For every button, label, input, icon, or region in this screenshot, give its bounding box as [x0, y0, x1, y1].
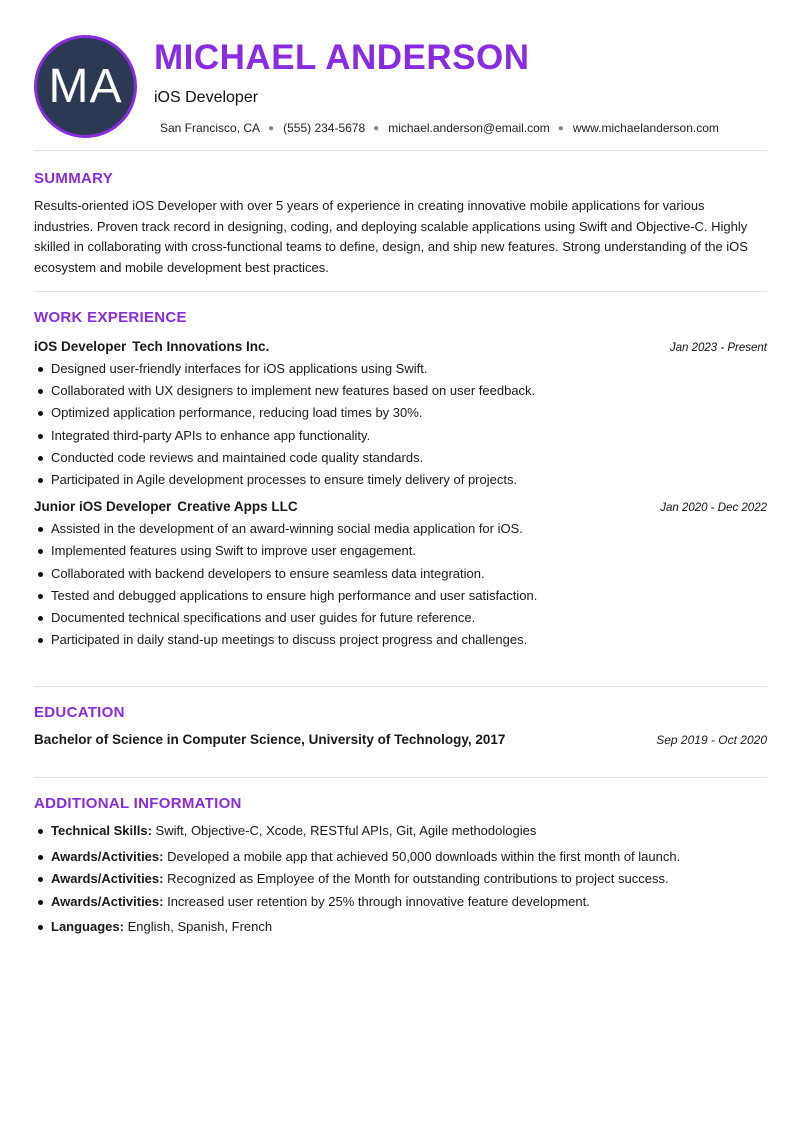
job-entry	[34, 499, 767, 651]
list-item	[34, 820, 767, 843]
summary-text: Results-oriented iOS Developer with over 5 years of experience in creating innovative mobile applications for various industries. Proven track record in designing, coding, and deploying scalable applications using Swift and Objective-C. Highly skilled in collaborating with cross-functional teams to define, design, and ship new features. Strong understanding of the iOS ecosystem and mobile development best practices.	[34, 198, 748, 275]
item-text: English, Spanish, French	[127, 919, 273, 934]
list-item: Documented technical specifications and user guides for future reference.	[34, 607, 767, 629]
list-item: Designed user-friendly interfaces for iOS applications using Swift.	[34, 358, 767, 380]
item-label: Technical Skills:	[51, 823, 152, 838]
avatar-initials: MA	[48, 60, 123, 113]
list-item: Conducted code reviews and maintained code quality standards.	[34, 447, 767, 469]
summary-section	[34, 170, 767, 278]
item-label: Awards/Activities:	[51, 871, 164, 886]
item-label: Awards/Activities:	[51, 848, 164, 864]
section-title-education: EDUCATION	[34, 704, 125, 721]
list-item: Assisted in the development of an award-winning social media application for iOS.	[34, 518, 767, 540]
list-item: Optimized application performance, reducing load times by 30%.	[34, 402, 767, 424]
section-title-summary: SUMMARY	[34, 170, 114, 187]
list-item	[34, 846, 767, 869]
candidate-name: MICHAEL ANDERSON	[154, 38, 530, 77]
job-bullets	[34, 518, 767, 651]
job-bullets	[34, 358, 767, 491]
item-text: Increased user retention by 25% through innovative feature development.	[167, 893, 590, 909]
additional-section	[34, 795, 767, 939]
contact-line	[160, 121, 719, 135]
job-dates: Jan 2023 - Present	[669, 342, 767, 354]
section-divider	[34, 686, 767, 687]
section-divider	[34, 150, 767, 151]
job-title	[34, 339, 269, 354]
separator-dot: ●	[268, 122, 275, 134]
job-title	[34, 499, 298, 514]
contact-location: San Francisco, CA	[160, 121, 261, 135]
item-text: Developed a mobile app that achieved 50,000 downloads within the first month of launch.	[167, 848, 681, 864]
contact-phone: (555) 234-5678	[283, 121, 366, 135]
job-dates: Jan 2020 - Dec 2022	[660, 502, 767, 515]
job-company: Creative Apps LLC	[177, 499, 298, 515]
education-dates: Sep 2019 - Oct 2020	[656, 733, 767, 747]
item-text: Swift, Objective-C, Xcode, RESTful APIs, Git, Agile methodologies	[155, 823, 537, 838]
education-section	[34, 704, 767, 747]
list-item: Tested and debugged applications to ensure high performance and user satisfaction.	[34, 585, 767, 607]
list-item: Participated in Agile development processes to ensure timely delivery of projects.	[34, 469, 767, 491]
list-item: Collaborated with backend developers to ensure seamless data integration.	[34, 563, 767, 585]
section-title-additional: ADDITIONAL INFORMATION	[34, 795, 242, 812]
avatar	[34, 35, 137, 138]
item-label: Languages:	[51, 919, 124, 934]
section-title-experience: WORK EXPERIENCE	[34, 309, 187, 326]
item-label: Awards/Activities:	[51, 893, 164, 909]
list-item	[34, 868, 767, 891]
education-degree: Bachelor of Science in Computer Science, University of Technology, 2017	[34, 732, 506, 747]
candidate-role: iOS Developer	[154, 89, 259, 106]
separator-dot: ●	[557, 122, 564, 134]
list-item: Implemented features using Swift to improve user engagement.	[34, 540, 767, 562]
list-item: Integrated third-party APIs to enhance app functionality.	[34, 425, 767, 447]
education-entry	[34, 732, 767, 747]
job-position: Junior iOS Developer	[34, 499, 172, 515]
job-position: iOS Developer	[34, 339, 127, 354]
separator-dot: ●	[373, 122, 380, 134]
list-item: Collaborated with UX designers to implement new features based on user feedback.	[34, 380, 767, 402]
additional-list	[34, 820, 767, 939]
list-item	[34, 891, 767, 914]
contact-email[interactable]: michael.anderson@email.com	[388, 121, 550, 135]
section-divider	[34, 291, 767, 292]
contact-website[interactable]: www.michaelanderson.com	[572, 121, 719, 135]
list-item: Participated in daily stand-up meetings to discuss project progress and challenges.	[34, 629, 767, 651]
item-text: Recognized as Employee of the Month for outstanding contributions to project success.	[167, 871, 669, 886]
experience-section	[34, 309, 767, 651]
job-company: Tech Innovations Inc.	[132, 339, 270, 354]
list-item	[34, 916, 767, 939]
resume-header	[0, 0, 800, 150]
job-entry	[34, 339, 767, 491]
section-divider	[34, 777, 767, 778]
